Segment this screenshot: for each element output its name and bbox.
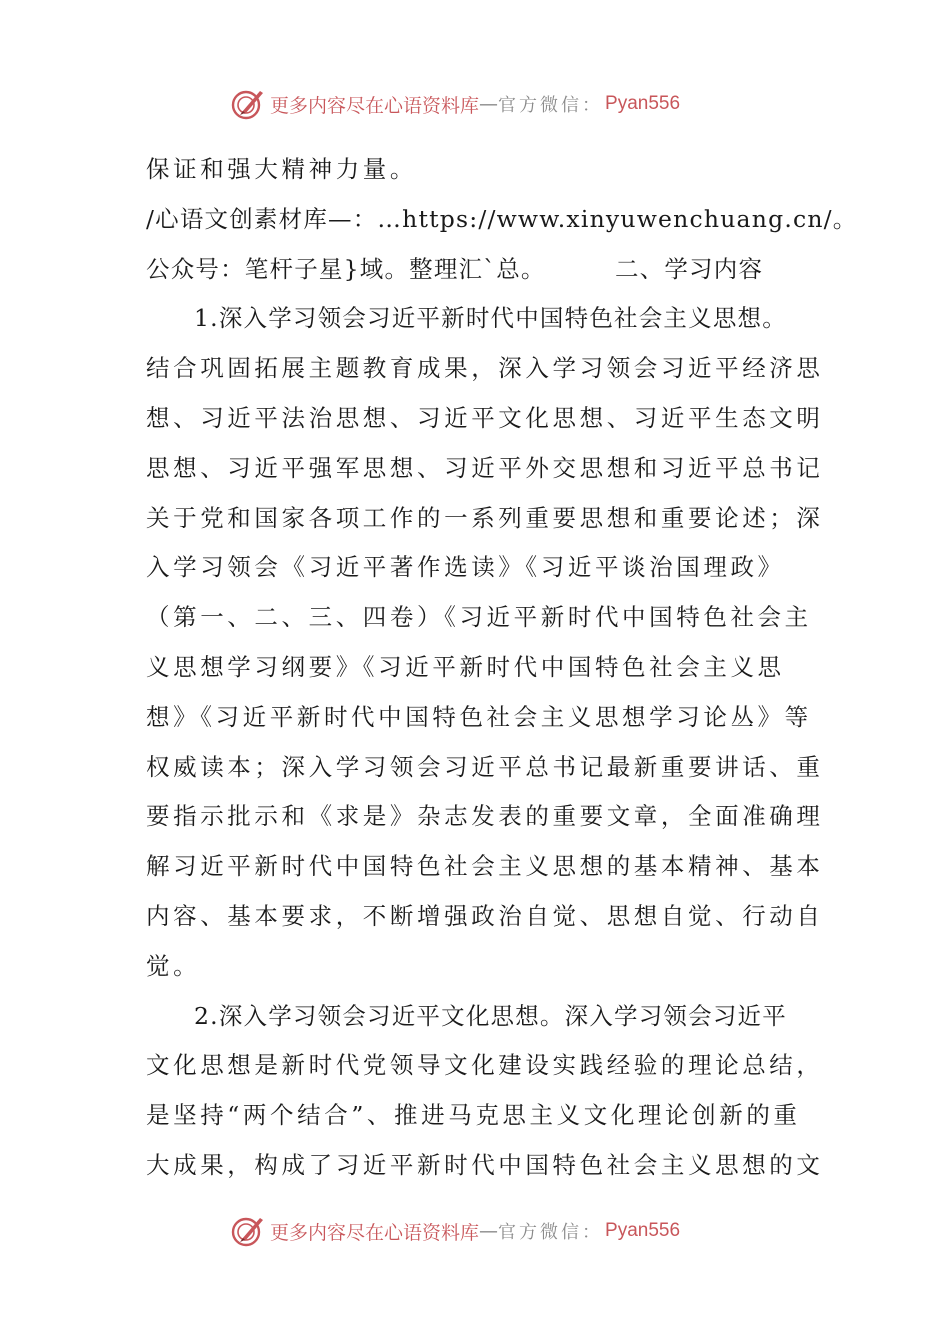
header-banner (230, 84, 750, 124)
text-line: 想》《习近平新时代中国特色社会主义思想学习论丛》等 (146, 702, 812, 731)
footer-banner (230, 1211, 750, 1251)
banner-wechat-id: Pyan556 (605, 1220, 681, 1241)
source-line: /心语文创素材库—：…https://www.xinyuwenchuang.cn/。 (146, 204, 858, 233)
banner-dash: — (479, 1220, 499, 1242)
text-line: 结合巩固拓展主题教育成果，深入学习领会习近平经济思 (146, 354, 824, 383)
text-line: 入学习领会《习近平著作选读》《习近平谈治国理政》 (146, 553, 785, 582)
text-line: 文化思想是新时代党领导文化建设实践经验的理论总结， (146, 1051, 824, 1080)
text-line: 觉。 (146, 951, 201, 980)
banner-wechat-id: Pyan556 (605, 93, 681, 114)
section-heading: 1.深入学习领会习近平新时代中国特色社会主义思想。 (194, 304, 787, 333)
quill-logo-icon (230, 86, 266, 122)
text-line: 想、习近平法治思想、习近平文化思想、习近平生态文明 (146, 403, 824, 432)
text-line: 大成果，构成了习近平新时代中国特色社会主义思想的文 (146, 1150, 824, 1179)
document-body (146, 145, 858, 1191)
text-line: （第一、二、三、四卷）《习近平新时代中国特色社会主 (146, 603, 812, 632)
section-heading: 2.深入学习领会习近平文化思想。深入学习领会习近平 (194, 1001, 787, 1030)
text-line: 公众号：笔杆子星}域。整理汇`总。 二、学习内容 (146, 254, 764, 283)
text-line: 要指示批示和《求是》杂志发表的重要文章，全面准确理 (146, 802, 824, 831)
text-line: 是坚持“两个结合”、推进马克思主义文化理论创新的重 (146, 1101, 801, 1130)
text-line: 权威读本；深入学习领会习近平总书记最新重要讲话、重 (146, 752, 824, 781)
banner-site-text: 更多内容尽在心语资料库 (270, 94, 480, 117)
banner-dash: — (479, 93, 499, 115)
banner-wechat-label: 官方微信： (498, 95, 604, 116)
text-line: 义思想学习纲要》《习近平新时代中国特色社会主义思 (146, 652, 785, 681)
banner-site-text: 更多内容尽在心语资料库 (270, 1221, 480, 1244)
quill-logo-icon (230, 1213, 266, 1249)
text-line: 思想、习近平强军思想、习近平外交思想和习近平总书记 (146, 453, 824, 482)
text-line: 关于党和国家各项工作的一系列重要思想和重要论述；深 (146, 503, 824, 532)
banner-wechat-label: 官方微信： (498, 1222, 604, 1243)
text-line: 解习近平新时代中国特色社会主义思想的基本精神、基本 (146, 852, 824, 881)
text-line: 保证和强大精神力量。 (146, 155, 417, 183)
text-line: 内容、基本要求，不断增强政治自觉、思想自觉、行动自 (146, 901, 824, 930)
